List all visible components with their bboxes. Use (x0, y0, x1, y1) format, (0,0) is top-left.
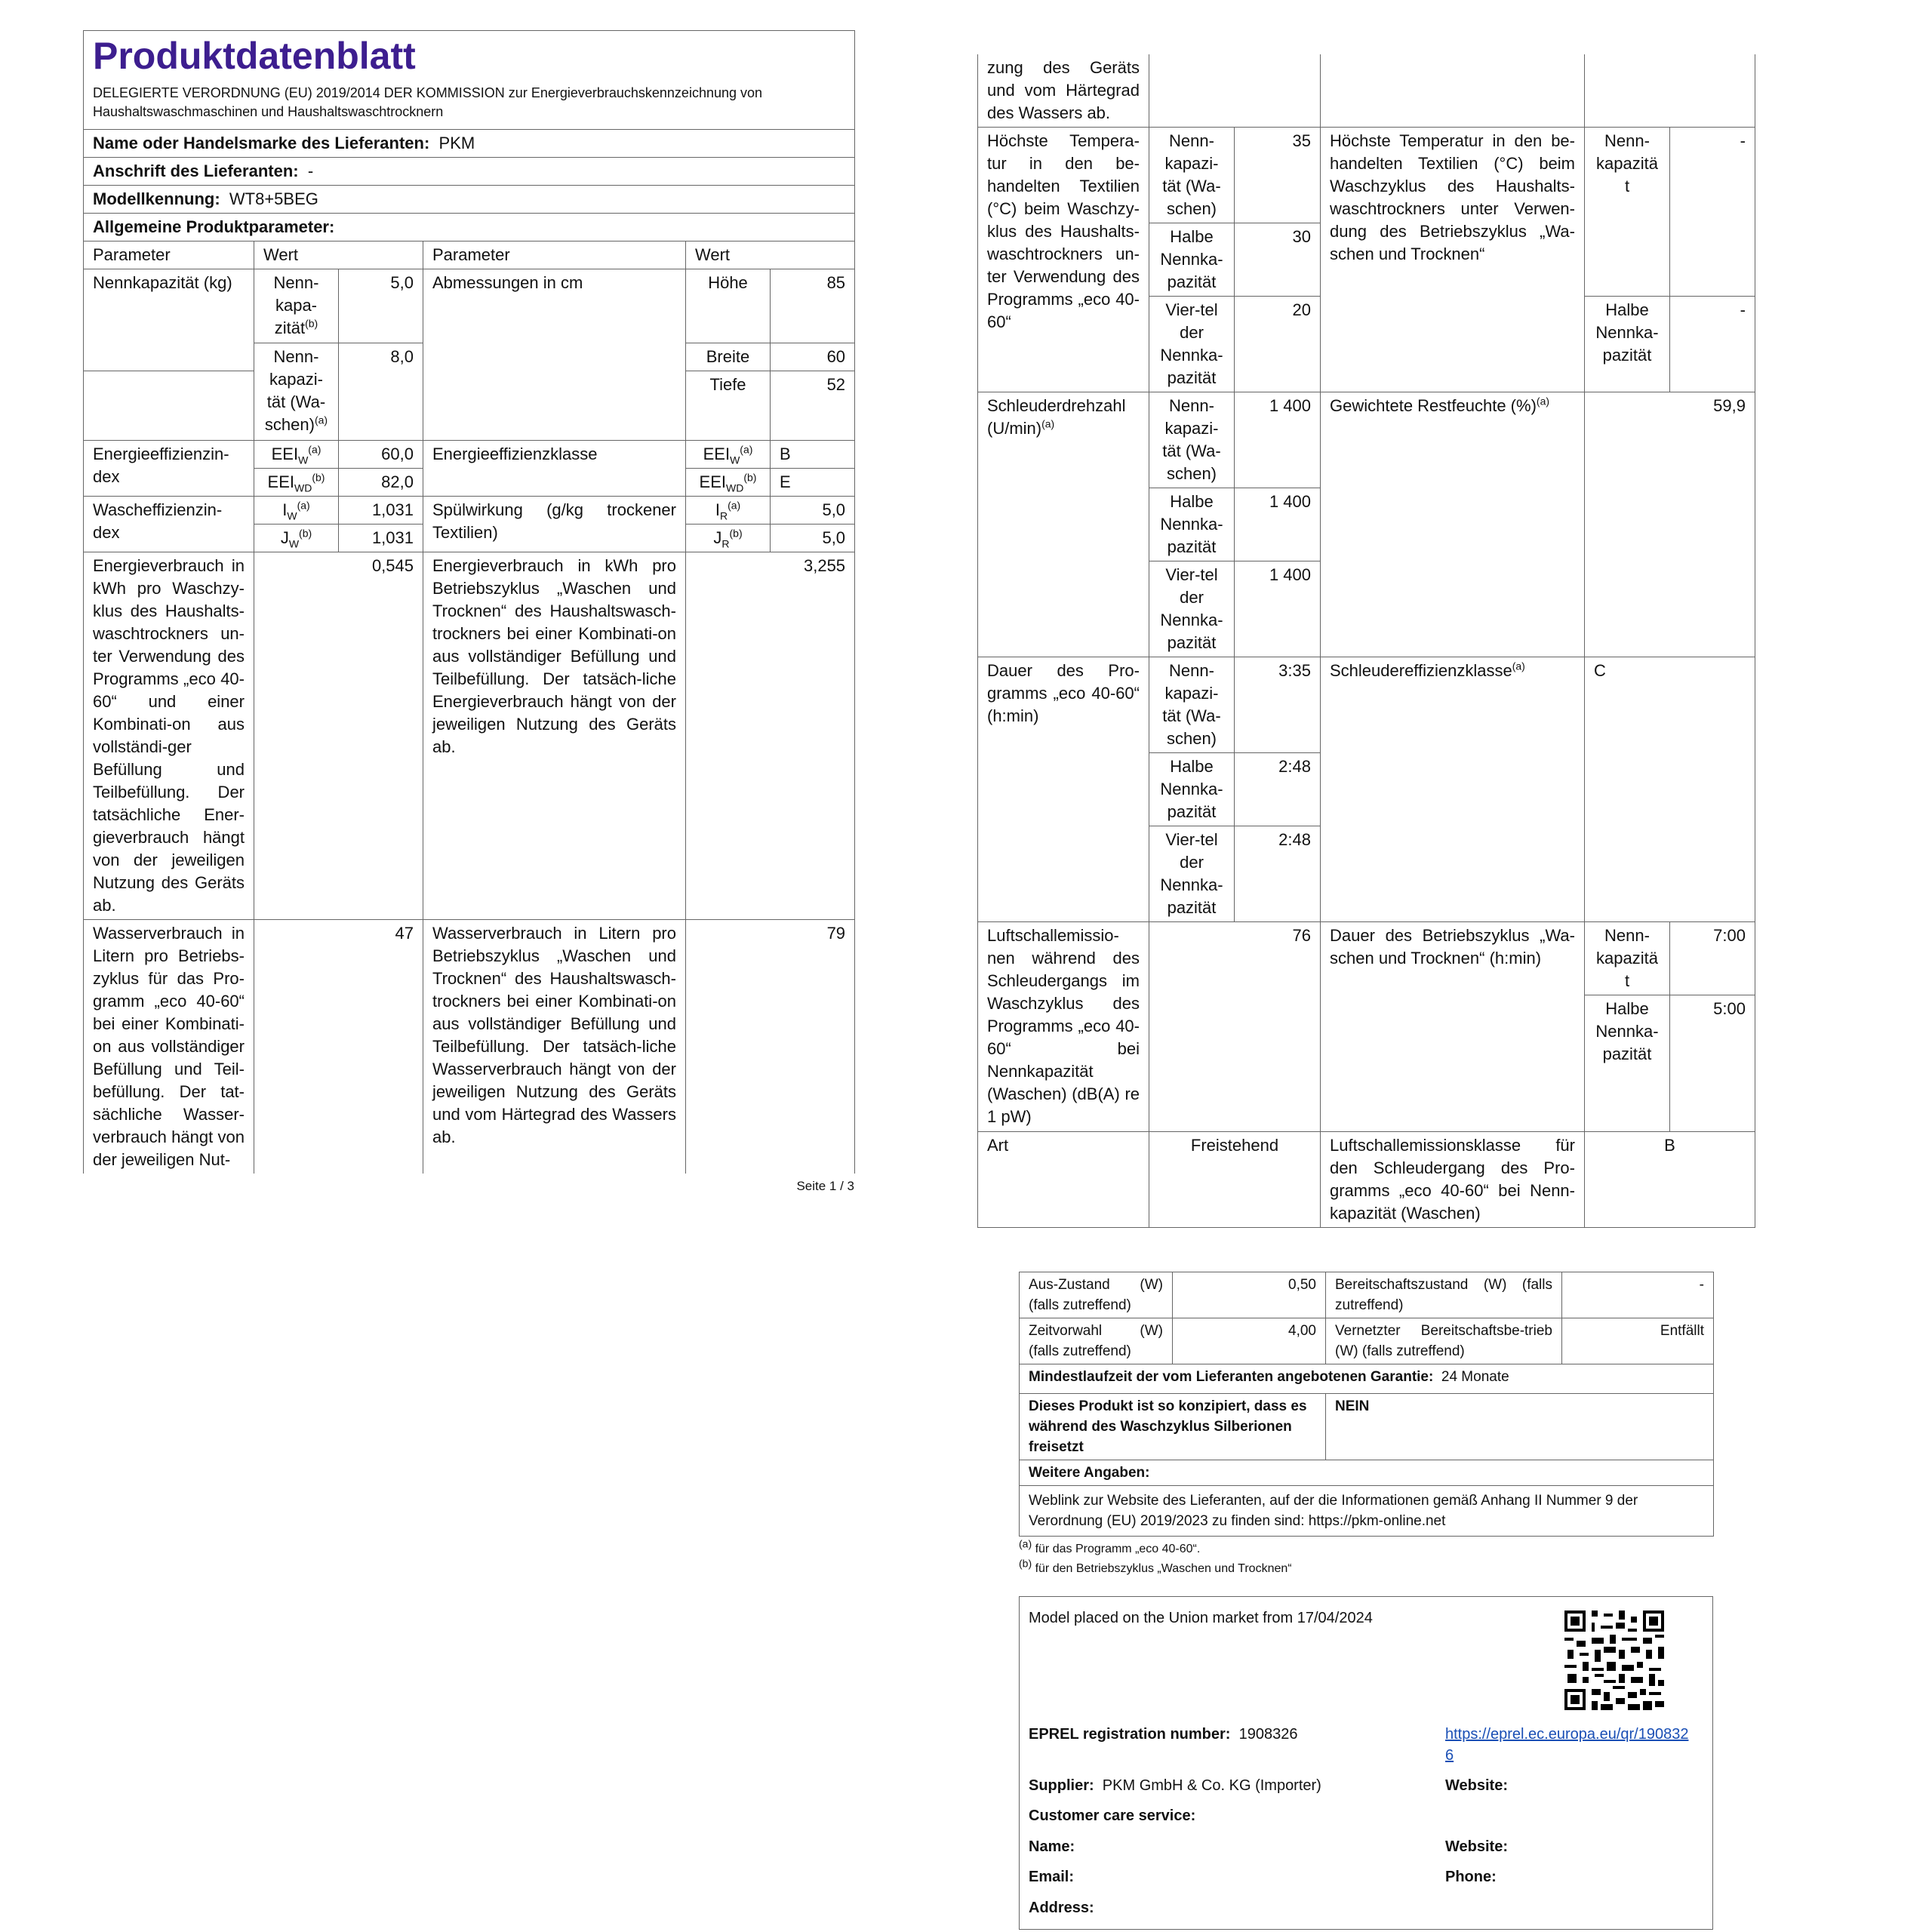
water-cycle-value: 79 (686, 920, 855, 1174)
du-viertel-label: Vier-tel der Nennka-pazität (1149, 826, 1235, 922)
page1-table: Produktdatenblatt DELEGIERTE VERORDNUNG (EU) 2019/2014 DER KOMMISSION zur Energieverbrauchskennzeichnung von Haushaltswaschmaschinen und Haushaltswaschtrocknern Name oder Handelsmarke des Lieferanten: PKM Anschrift des Lieferanten: - Modellkennung: WT8+5BEG Allgemeine Produktparameter: Parameter Wert Parameter Wert Nennkapazität (kg) Nenn-kapa-zität$^{(b)}$ 5,0 Abmessungen in cm Höhe 85 Nenn-kapazi-tät (Wa-schen)$^{(a)}$ 8,0 Breite 60 Tiefe 52 Energieeffizienzin-dex $EEI_W^{(a)}$ 60,0 Energieeffizienzklasse $EEI_W^{(a)}$ B $EEI_{WD}^{(b)}$ 82,0 $EEI_{WD}^{(b)}$ E Wascheffizienzin-dex $I_W^{(a)}$ 1,031 Spülwirkung (g/kg trockener Textilien) $I_R^{(a)}$ 5,0 $J_W^{(b)}$ 1,031 $J_R^{(b)}$ 5,0 Energieverbrauch in kWh pro Waschzy-klus des Haushalts-waschtrockners un-ter Verwendung des Programms „eco 40-60“ und einer Kombinati-on aus vollständi-ger Befüllung und Teilbefüllung. Der tatsächliche Ener-gieverbrauch hängt von der jeweiligen Nutzung des Geräts ab. 0,545 Energieverbrauch in kWh pro Betriebszyklus „Waschen und Trocknen“ des Haushaltswasch-trockners bei einer Kombinati-on aus vollständiger Befüllung und Teilbefüllung. Der tatsäch-liche Energieverbrauch hängt von der jeweiligen Nutzung des Geräts ab. 3,255 Wasserverbrauch in Litern pro Betriebs-zyklus für das Pro-gramm „eco 40-60“ bei einer Kombinati-on aus vollständiger Befüllung und Teil-befüllung. Der tat-sächliche Wasser-verbrauch hängt von der jeweiligen Nut- 47 Wasserverbrauch in Litern pro Betriebszyklus „Waschen und Trocknen“ des Haushaltswasch-trockners bei einer Kombinati-on aus vollständiger Befüllung und Teilbefüllung. Der tatsäch-liche Wasserverbrauch hängt von der jeweiligen Nutzung des Geräts und vom Härtegrad des Wassers ab. 79 (83, 30, 855, 1174)
energy-wash-value: 0,545 (254, 552, 423, 920)
eclass-label: Energieeffizienzklasse (423, 441, 686, 497)
silver-value: NEIN (1326, 1394, 1714, 1460)
du-nenn-label: Nenn-kapazi-tät (Wa-schen) (1149, 657, 1235, 753)
mt-halbe-label: Halbe Nennka-pazität (1149, 223, 1235, 297)
mtd1-value: - (1670, 128, 1755, 297)
tiefe-value: 52 (771, 371, 855, 441)
eei-label: Energieeffizienzin-dex (84, 441, 254, 497)
address-value: - (307, 162, 314, 180)
durcycle-label: Dauer des Betriebszyklus „Wa-schen und Trocknen“ (h:min) (1321, 922, 1585, 1132)
mt2-value: 30 (1235, 223, 1321, 297)
jr-value: 5,0 (771, 525, 855, 552)
mtd-nenn-label: Nenn-kapazität (1585, 128, 1670, 297)
col-header-value-2: Wert (686, 242, 855, 269)
page3: Aus-Zustand (W) (falls zutreffend) 0,50 Bereitschaftszustand (W) (falls zutreffend) - Zeitvorwahl (W) (falls zutreffend) 4,00 Vernetzter Bereitschaftsbe-trieb (W) (falls zutreffend) Entfällt Mindestlaufzeit der vom Lieferanten angebotenen Garantie: 24 Monate Dieses Produkt ist so konzipiert, dass es während des Waschzyklus Silberionen freisetzt NEIN Weitere Angaben: Weblink zur Website des Lieferanten, auf der die Informationen gemäß Anhang II Nummer 9 der Verordnung (EU) 2019/2023 zu finden sind: https://pkm-online.net $^{(a)}$ für das Programm „eco 40-60“. $^{(b)}$ für den Betriebszyklus „Waschen und Trocknen“ (1019, 1272, 1713, 1579)
breite-value: 60 (771, 343, 855, 371)
email-label: Email: (1029, 1869, 1075, 1885)
mt1-value: 35 (1235, 128, 1321, 223)
mtd-halbe-label: Halbe Nennka-pazität (1585, 297, 1670, 392)
footnote-a: für das Programm „eco 40-60“. (1035, 1543, 1201, 1555)
tiefe-label: Tiefe (686, 371, 771, 441)
noise-label: Luftschallemissio-nen während des Schleudergangs im Waschzyklus des Programms „eco 40-60“ bei Nennkapazität (Waschen) (dB(A) re 1 pW) (978, 922, 1149, 1132)
supplier-value: PKM (438, 134, 475, 152)
page-title: Produktdatenblatt (93, 35, 416, 77)
placed-text: Model placed on the Union market from 17/04/2024 (1029, 1610, 1373, 1626)
eprel-value: 1908326 (1238, 1726, 1298, 1743)
noiseclass-label: Luftschallemissionsklasse für den Schleudergang des Pro-gramms „eco 40-60“ bei Nenn-kapazität (Waschen) (1321, 1132, 1585, 1228)
spinclass-label: Schleudereffizienzklasse (1330, 661, 1512, 680)
jr-label: J (713, 528, 722, 547)
nenn-kg-label: Nennkapazität (kg) (84, 269, 254, 371)
supplier-label: Name oder Handelsmarke des Lieferanten: (93, 134, 430, 152)
delay-value: 4,00 (1173, 1318, 1326, 1364)
standby-value: - (1562, 1272, 1714, 1318)
eclass-w-value: B (771, 441, 855, 469)
dims-label: Abmessungen in cm (423, 269, 686, 441)
mt-nenn-label: Nenn-kapazi-tät (Wa-schen) (1149, 128, 1235, 223)
ir-value: 5,0 (771, 497, 855, 525)
water-wash-value: 47 (254, 920, 423, 1174)
eeiw-label: EEI (271, 445, 299, 463)
eclass-w-label: EEI (703, 445, 731, 463)
spinclass-value: C (1585, 657, 1755, 922)
energy-cycle-value: 3,255 (686, 552, 855, 920)
art-value: Freistehend (1149, 1132, 1321, 1228)
regulation-text: DELEGIERTE VERORDNUNG (EU) 2019/2014 DER KOMMISSION zur Energieverbrauchskennzeichnung von Haushaltswaschmaschinen und Haushaltswaschtrocknern (93, 85, 763, 119)
sp-halbe-label: Halbe Nennka-pazität (1149, 488, 1235, 561)
energy-wash-label: Energieverbrauch in kWh pro Waschzy-klus des Haushalts-waschtrockners un-ter Verwendung des Programms „eco 40-60“ und einer Kombinati-on aus vollständi-ger Befüllung und Teilbefüllung. Der tatsächliche Ener-gieverbrauch hängt von der jeweiligen Nutzung des Geräts ab. (84, 552, 254, 920)
hoehe-label: Höhe (686, 269, 771, 343)
jw-label: J (280, 528, 289, 547)
standby-label: Bereitschaftszustand (W) (falls zutreffend) (1326, 1272, 1562, 1318)
warranty-value: 24 Monate (1441, 1369, 1509, 1385)
eclass-wd-label: EEI (699, 472, 726, 491)
iw-label: I (282, 500, 288, 519)
cont-text: zung des Geräts und vom Härtegrad des Wassers ab. (978, 54, 1149, 128)
du1-value: 3:35 (1235, 657, 1321, 753)
weblink-text: Weblink zur Website des Lieferanten, auf der die Informationen gemäß Anhang II Nummer 9 der Verordnung (EU) 2019/2023 zu finden sind: https://pkm-online.net (1020, 1486, 1714, 1537)
ir-label: I (715, 500, 720, 519)
dc1-value: 7:00 (1670, 922, 1755, 995)
delay-label: Zeitvorwahl (W) (falls zutreffend) (1020, 1318, 1173, 1364)
phone-label: Phone: (1445, 1869, 1497, 1885)
more-label: Weitere Angaben: (1020, 1460, 1714, 1486)
address-label: Anschrift des Lieferanten: (93, 162, 299, 180)
dur-label: Dauer des Pro-gramms „eco 40-60“ (h:min) (978, 657, 1149, 922)
netstandby-value: Entfällt (1562, 1318, 1714, 1364)
art-label: Art (978, 1132, 1149, 1228)
supplier-en-label: Supplier: (1029, 1777, 1094, 1794)
dc-nenn-label: Nenn-kapazität (1585, 922, 1670, 995)
nenn-a-value: 8,0 (339, 343, 423, 441)
eprel-box (1019, 1596, 1713, 1930)
website-label-1: Website: (1445, 1777, 1508, 1794)
name-label: Name: (1029, 1838, 1075, 1855)
eeiwd-value: 82,0 (339, 469, 423, 497)
sp3-value: 1 400 (1235, 561, 1321, 657)
dc-halbe-label: Halbe Nennka-pazität (1585, 995, 1670, 1132)
address-en-label: Address: (1029, 1900, 1094, 1916)
wei-label: Wascheffizienzin-dex (84, 497, 254, 552)
noiseclass-value: B (1585, 1132, 1755, 1228)
spin-label: Schleuderdrehzahl (U/min) (987, 396, 1126, 438)
dc2-value: 5:00 (1670, 995, 1755, 1132)
water-cycle-label: Wasserverbrauch in Litern pro Betriebszyklus „Waschen und Trocknen“ des Haushaltswasch-trockners bei einer Kombinati-on aus vollständiger Befüllung und Teilbefüllung. Der tatsäch-liche Wasserverbrauch hängt von der jeweiligen Nutzung des Geräts und vom Härtegrad des Wassers ab. (423, 920, 686, 1174)
sp-viertel-label: Vier-tel der Nennka-pazität (1149, 561, 1235, 657)
eprel-link[interactable]: https://eprel.ec.europa.eu/qr/1908326 (1445, 1726, 1689, 1764)
nenn-a-label: Nenn-kapazi-tät (Wa-schen) (264, 347, 326, 434)
breite-label: Breite (686, 343, 771, 371)
resid-value: 59,9 (1585, 392, 1755, 657)
page2-table: zung des Geräts und vom Härtegrad des Wassers ab. Höchste Tempera-tur in den be-handelten Textilien (°C) beim Waschzy-klus des Haushalts-waschtrockners un-ter Verwendung des Programms „eco 40-60“ Nenn-kapazi-tät (Wa-schen) 35 Höchste Temperatur in den be-handelten Textilien (°C) beim Waschzyklus des Haushalts-waschtrockners unter Verwen-dung des Betriebszyklus „Wa-schen und Trocknen“ Nenn-kapazität - Halbe Nennka-pazität 30 Vier-tel der Nennka-pazität 20 Halbe Nennka-pazität - Schleuderdrehzahl $(U/\min)^{(a)}$ Nenn-kapazi-tät (Wa-schen) 1 400 Gewichtete Restfeuchte (%)$^{(a)}$ 59,9 Halbe Nennka-pazität 1 400 Vier-tel der Nennka-pazität 1 400 Dauer des Pro-gramms „eco 40-60“ (h:min) Nenn-kapazi-tät (Wa-schen) 3:35 Schleudereffizienzklasse$^{(a)}$ C Halbe Nennka-pazität 2:48 Vier-tel der Nennka-pazität 2:48 Luftschallemissio-nen während des Schleudergangs im Waschzyklus des Programms „eco 40-60“ bei Nennkapazität (Waschen) (dB(A) re 1 pW) 76 Dauer des Betriebszyklus „Wa-schen und Trocknen“ (h:min) Nenn-kapazität 7:00 Halbe Nennka-pazität 5:00 Art Freistehend Luftschallemissionsklasse für den Schleudergang des Pro-gramms „eco 40-60“ bei Nenn-kapazität (Waschen) B (977, 54, 1755, 1228)
footnote-b: für den Betriebszyklus „Waschen und Trocknen“ (1035, 1562, 1292, 1575)
off-value: 0,50 (1173, 1272, 1326, 1318)
mt-viertel-label: Vier-tel der Nennka-pazität (1149, 297, 1235, 392)
eeiw-value: 60,0 (339, 441, 423, 469)
nenn-b-value: 5,0 (339, 269, 423, 343)
noise-value: 76 (1149, 922, 1321, 1132)
energy-cycle-label: Energieverbrauch in kWh pro Betriebszyklus „Waschen und Trocknen“ des Haushaltswasch-trockners bei einer Kombinati-on aus vollständiger Befüllung und Teilbefüllung. Der tatsäch-liche Energieverbrauch hängt von der jeweiligen Nutzung des Geräts ab. (423, 552, 686, 920)
col-header-param: Parameter (84, 242, 254, 269)
hoehe-value: 85 (771, 269, 855, 343)
page3-table (1019, 1272, 1714, 1537)
general-label: Allgemeine Produktparameter: (93, 217, 335, 236)
du2-value: 2:48 (1235, 753, 1321, 826)
silver-label: Dieses Produkt ist so konzipiert, dass es während des Waschzyklus Silberionen freisetzt (1020, 1394, 1326, 1460)
off-label: Aus-Zustand (W) (falls zutreffend) (1020, 1272, 1173, 1318)
netstandby-label: Vernetzter Bereitschaftsbe-trieb (W) (falls zutreffend) (1326, 1318, 1562, 1364)
iw-value: 1,031 (339, 497, 423, 525)
sp-nenn-label: Nenn-kapazi-tät (Wa-schen) (1149, 392, 1235, 488)
page1 (83, 30, 854, 1196)
du-halbe-label: Halbe Nennka-pazität (1149, 753, 1235, 826)
jw-value: 1,031 (339, 525, 423, 552)
model-value: WT8+5BEG (229, 189, 318, 208)
page-number: Seite 1 / 3 (796, 1179, 854, 1193)
eeiwd-label: EEI (267, 472, 294, 491)
page2 (977, 54, 1755, 1228)
sp1-value: 1 400 (1235, 392, 1321, 488)
website-label-2: Website: (1445, 1838, 1508, 1855)
col-header-param-2: Parameter (423, 242, 686, 269)
mtd2-value: - (1670, 297, 1755, 392)
col-header-value: Wert (254, 242, 423, 269)
rinse-label: Spülwirkung (g/kg trockener Textilien) (423, 497, 686, 552)
maxtemp-wash-label: Höchste Tempera-tur in den be-handelten Textilien (°C) beim Waschzy-klus des Haushalts-waschtrockners un-ter Verwendung des Programms „eco 40-60“ (978, 128, 1149, 392)
maxtemp-dry-label: Höchste Temperatur in den be-handelten Textilien (°C) beim Waschzyklus des Haushalts-waschtrockners unter Verwen-dung des Betriebszyklus „Wa-schen und Trocknen“ (1321, 128, 1585, 392)
care-label: Customer care service: (1029, 1807, 1196, 1824)
du3-value: 2:48 (1235, 826, 1321, 922)
model-label: Modellkennung: (93, 189, 220, 208)
water-wash-label: Wasserverbrauch in Litern pro Betriebs-zyklus für das Pro-gramm „eco 40-60“ bei einer Kombinati-on aus vollständiger Befüllung und Teil-befüllung. Der tat-sächliche Wasser-verbrauch hängt von der jeweiligen Nut- (84, 920, 254, 1174)
eclass-wd-value: E (771, 469, 855, 497)
supplier-en-value: PKM GmbH & Co. KG (Importer) (1102, 1777, 1321, 1794)
nenn-b-label: Nenn-kapa-zität (273, 273, 319, 337)
sp2-value: 1 400 (1235, 488, 1321, 561)
qr-code-icon[interactable] (1564, 1611, 1664, 1710)
eprel-label: EPREL registration number: (1029, 1726, 1231, 1743)
warranty-label: Mindestlaufzeit der vom Lieferanten angebotenen Garantie: (1029, 1369, 1434, 1385)
resid-label: Gewichtete Restfeuchte (%) (1330, 396, 1537, 415)
mt3-value: 20 (1235, 297, 1321, 392)
